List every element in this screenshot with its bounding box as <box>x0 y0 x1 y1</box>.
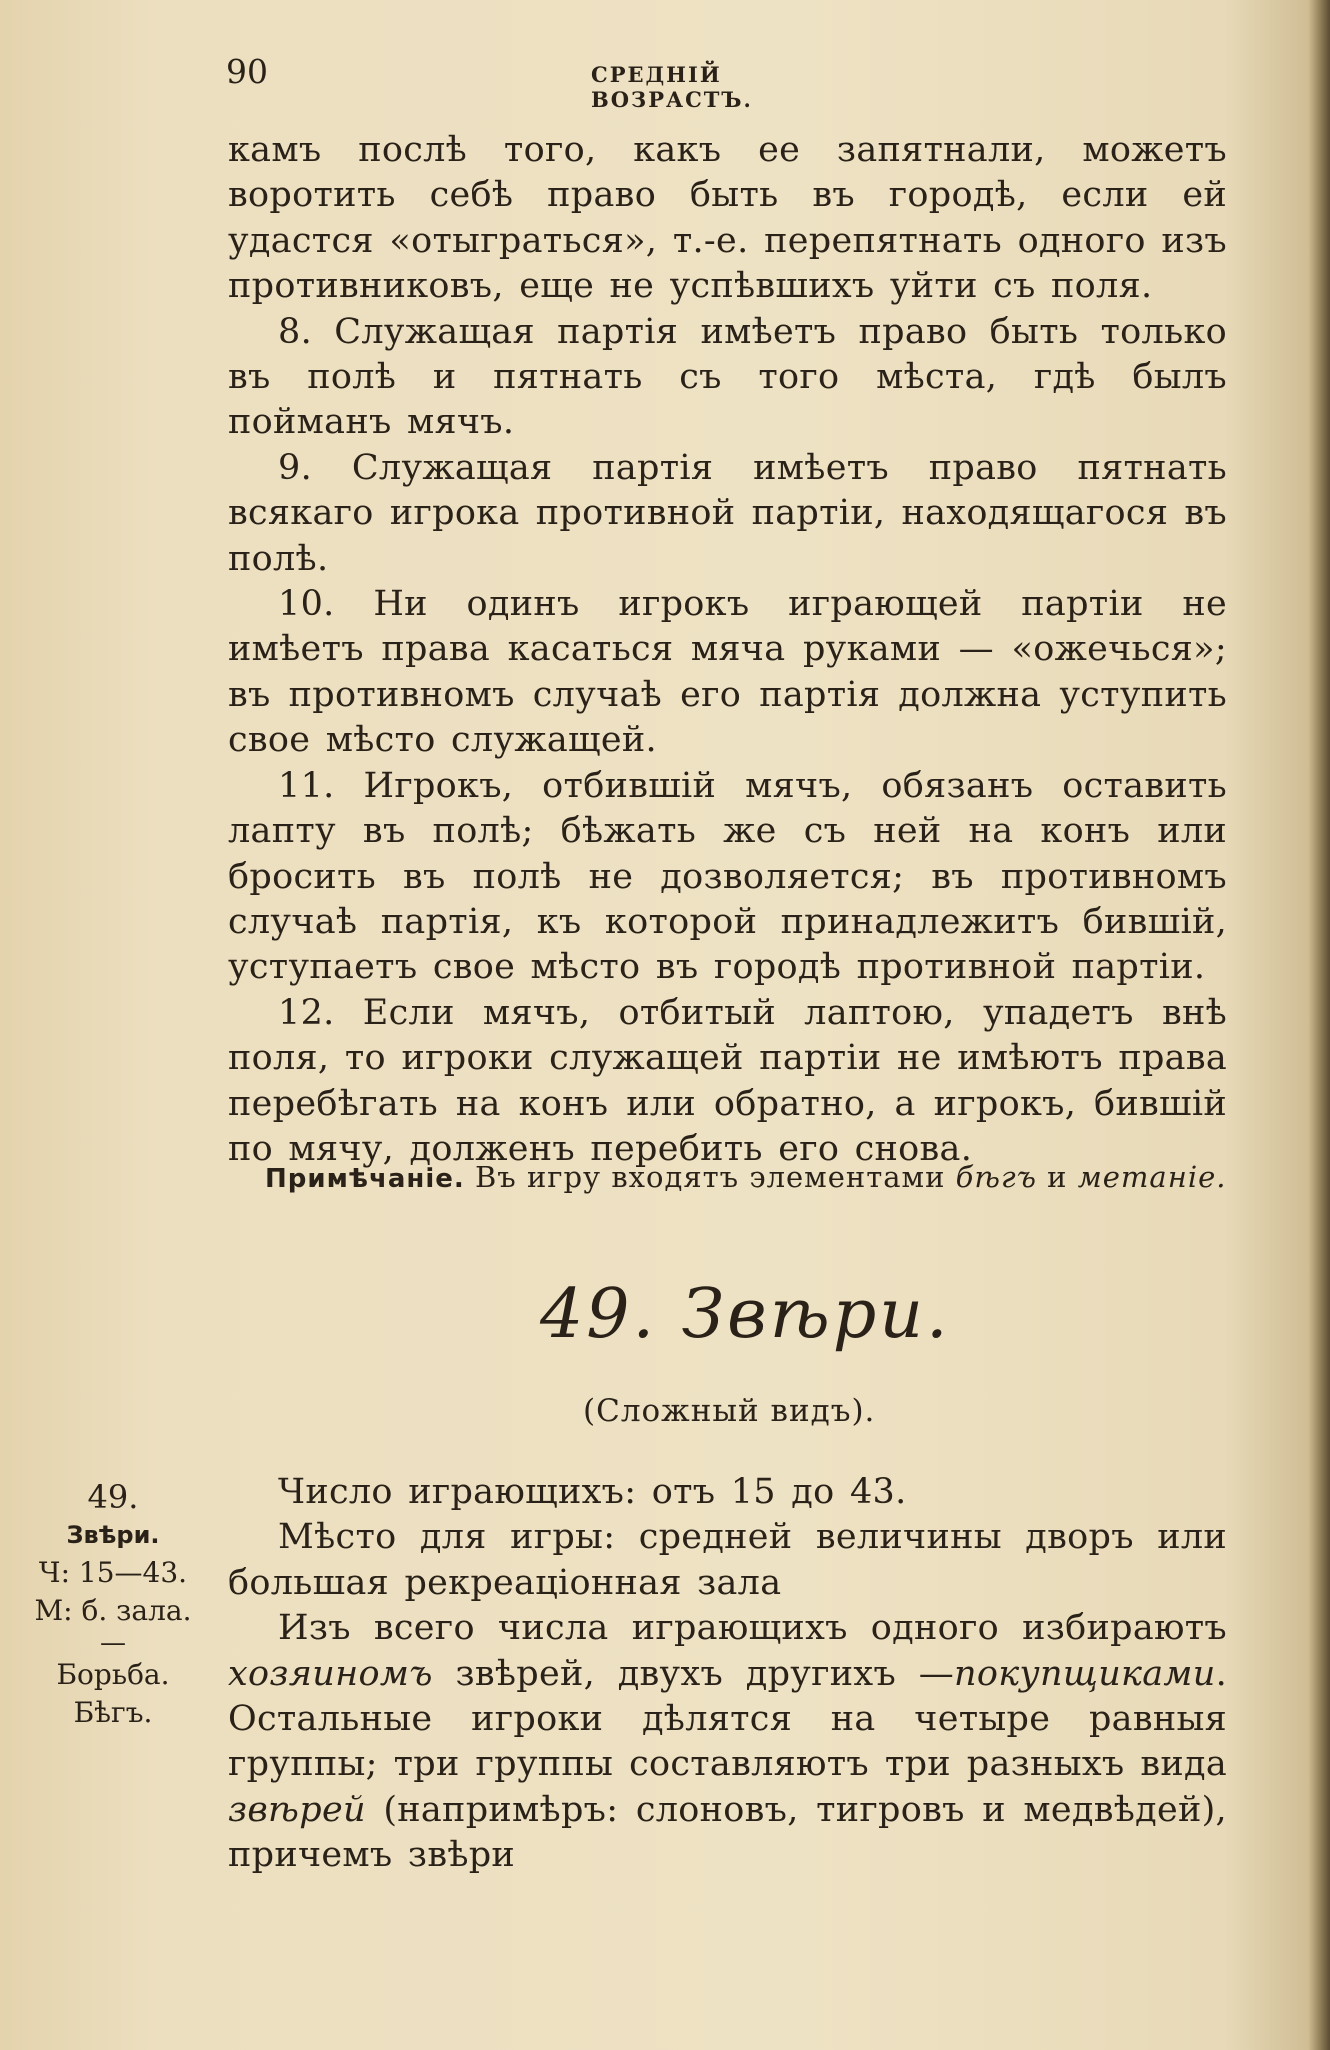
rule-10: 10. Ни одинъ игрокъ играющей партіи не имѣетъ права касаться мяча руками — «ожечься»; въ противномъ случаѣ его партія должна уступить свое мѣсто служащей. <box>228 584 1227 761</box>
desc-italic-master: хозяиномъ <box>228 1653 433 1694</box>
running-head: СРЕДНІЙ ВОЗРАСТЪ. <box>591 62 753 112</box>
place-line: Мѣсто для игры: средней величины дворъ или большая рекреаціонная зала <box>228 1517 1227 1603</box>
rule-9: 9. Служащая партія имѣетъ право пятнать всякаго игрока противной партіи, находящагося въ полѣ. <box>228 447 1227 579</box>
page-edge-shadow <box>1308 0 1330 2050</box>
note-conjunction: и <box>1047 1160 1068 1194</box>
players-line: Число играющихъ: отъ 15 до 43. <box>278 1472 907 1512</box>
description-paragraph <box>228 1606 1227 1878</box>
rule-11: 11. Игрокъ, отбившій мячъ, обязанъ оставить лапту въ полѣ; бѣжать же съ ней на конъ или бросить въ полѣ не дозволяется; въ противномъ случаѣ партія, къ которой принадлежитъ бившій, уступаетъ свое мѣсто въ городѣ противной партіи. <box>228 765 1227 988</box>
margin-note <box>8 1478 218 1732</box>
note-text: Въ игру входятъ элементами <box>474 1160 946 1194</box>
rule-8: 8. Служащая партія имѣетъ право быть только въ полѣ и пятнать съ того мѣста, гдѣ былъ пойманъ мячъ. <box>228 311 1227 443</box>
paragraph: камъ послѣ того, какъ ее запятнали, можетъ воротить себѣ право быть въ городѣ, если ей удастся «отыграться», т.-е. перепятнать одного изъ противниковъ, еще не успѣвшихъ уйти съ поля. <box>228 130 1227 307</box>
desc-italic-buyers: покупщиками <box>954 1653 1216 1694</box>
desc-italic-beasts: звѣрей <box>228 1789 366 1830</box>
page-number: 90 <box>226 52 268 91</box>
note-italic-throw: метаніе. <box>1077 1160 1227 1194</box>
footnote <box>265 1160 1226 1194</box>
note-label: Примѣчаніе. <box>265 1164 465 1194</box>
margin-activity-fight: Борьба. <box>56 1658 170 1691</box>
game-description <box>228 1470 1227 1879</box>
note-italic-run: бѣгъ <box>955 1160 1037 1194</box>
section-subtitle: (Сложный видъ). <box>583 1393 876 1429</box>
desc-part: (напримѣръ: слоновъ, тигровъ и медвѣдей), причемъ звѣри <box>228 1789 1227 1876</box>
margin-activity-run: Бѣгъ. <box>73 1696 153 1729</box>
rule-12: 12. Если мячъ, отбитый лаптою, упадетъ внѣ поля, то игроки служащей партіи не имѣютъ права перебѣгать на конъ или обратно, а игрокъ, бившій по мячу, долженъ перебить его снова. <box>228 992 1227 1169</box>
margin-title: Звѣри. <box>66 1521 160 1549</box>
margin-number: 49. <box>87 1478 139 1516</box>
margin-players: Ч: 15—43. <box>38 1556 188 1589</box>
margin-place: М: б. зала. <box>34 1594 192 1627</box>
rules-continuation <box>228 128 1227 1172</box>
margin-divider: — <box>100 1628 126 1658</box>
desc-part: Изъ всего числа играющихъ одного избираютъ <box>278 1608 1227 1649</box>
desc-part: . Остальные игроки дѣлятся на четыре равныя группы; три группы составляютъ три разныхъ вида <box>228 1653 1227 1785</box>
desc-part: звѣрей, двухъ другихъ — <box>455 1653 954 1694</box>
page-header <box>226 52 881 112</box>
section-title: 49. Звѣри. <box>540 1275 951 1354</box>
